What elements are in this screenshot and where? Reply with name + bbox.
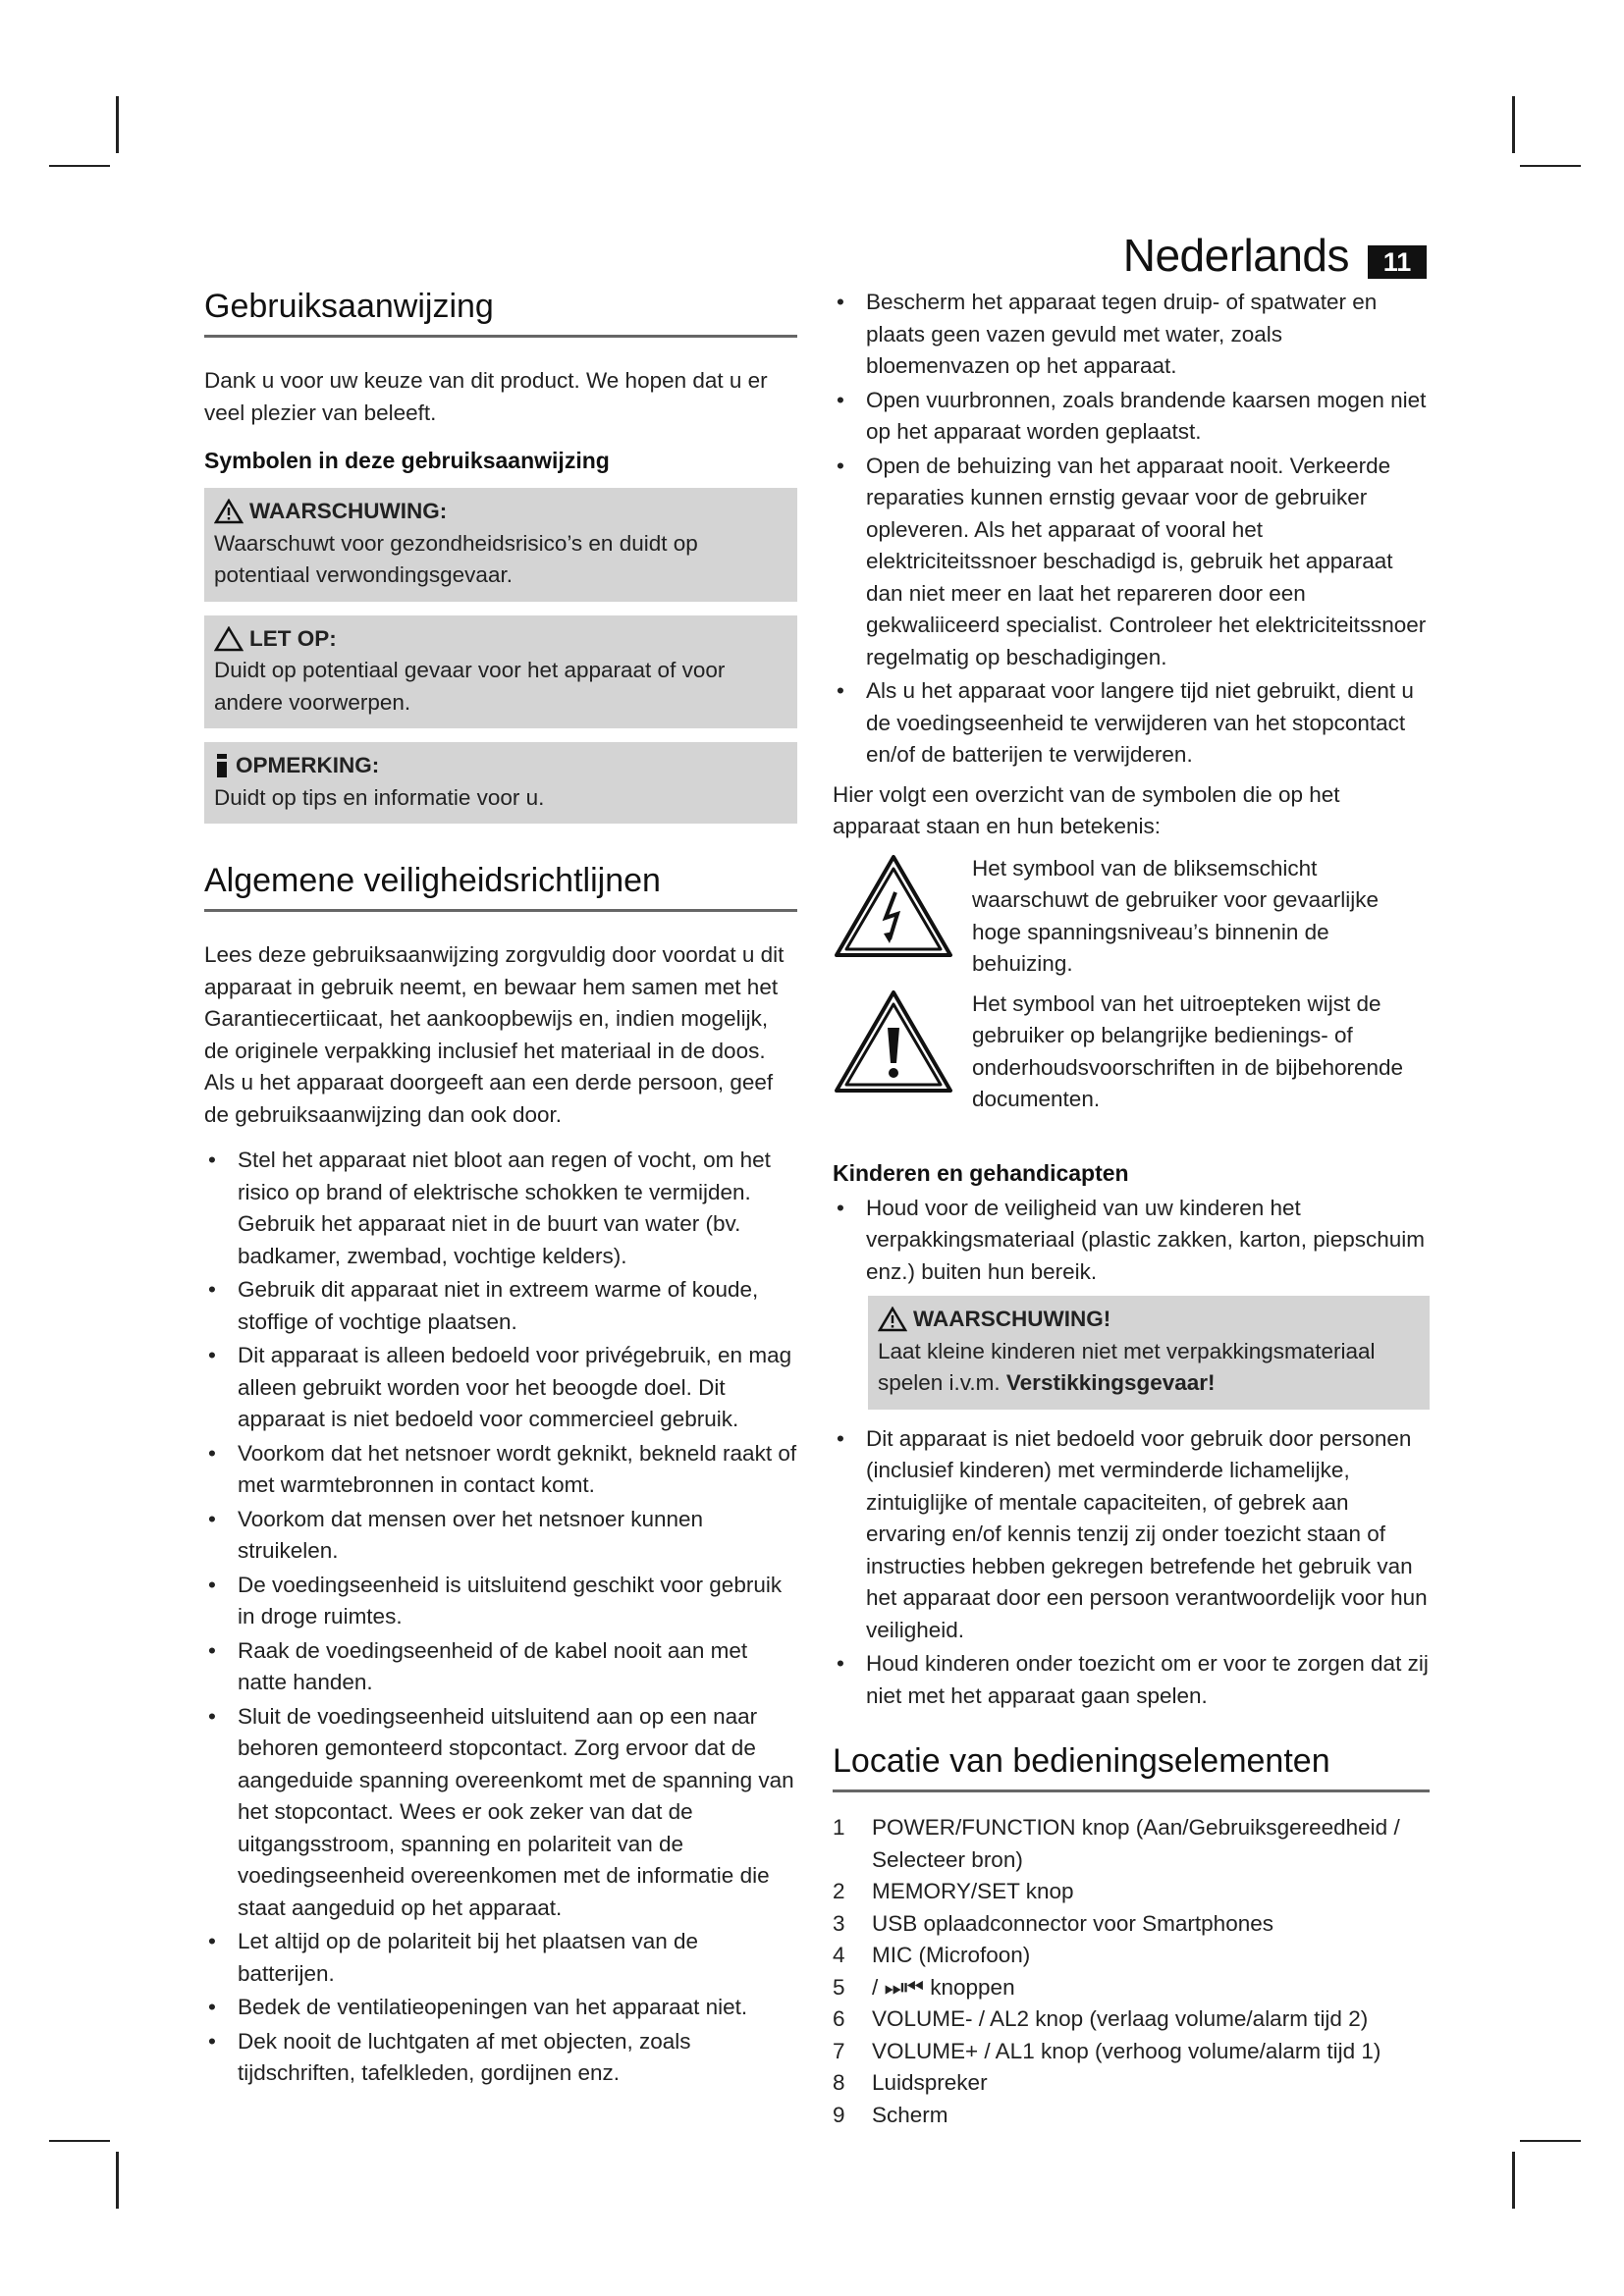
note-box — [204, 742, 797, 824]
safety-list — [204, 1145, 797, 2090]
list-item: • Raak de voedingseenheid of de kabel nooit aan met natte handen. — [204, 1635, 797, 1699]
section-title-controls: Locatie van bedieningselementen — [833, 1741, 1430, 1792]
language-header: Nederlands — [1122, 230, 1349, 281]
list-item: • Voorkom dat mensen over het netsnoer kunnen struikelen. — [204, 1504, 797, 1568]
warning-triangle-icon — [878, 1307, 907, 1332]
list-item: • Houd kinderen onder toezicht om er voor te zorgen dat zij niet met het apparaat gaan spelen. — [833, 1648, 1430, 1712]
list-item: 3 USB oplaadconnector voor Smartphones — [833, 1910, 1273, 1936]
list-item: 2 MEMORY/SET knop — [833, 1879, 1074, 1903]
child-warning-box — [868, 1296, 1430, 1410]
suffocation-warning: Verstikkingsgevaar! — [1005, 1370, 1216, 1395]
warning-box — [204, 488, 797, 602]
list-item: • Dit apparaat is niet bedoeld voor gebruik door personen (inclusief kinderen) met verminderde lichamelijke, zintuiglijke of mentale capaciteiten, of gebrek aan ervaring en/of kennis tenzij zij onder toezicht staan of instructies hebben gekregen betrefende het gebruik van het apparaat door een persoon verantwoordelijk voor hun veiligheid. — [833, 1423, 1430, 1647]
warning-title: WAARSCHUWING: — [249, 499, 448, 523]
children-list — [833, 1193, 1430, 1289]
crop-mark — [1520, 2140, 1581, 2142]
list-item: • Dek nooit de luchtgaten af met objecten, zoals tijdschriften, tafelkleden, gordijnen enz. — [204, 2026, 797, 2090]
list-item: • Houd voor de veiligheid van uw kinderen het verpakkingsmateriaal (plastic zakken, karton, piepschuim enz.) buiten hun bereik. — [833, 1193, 1430, 1289]
list-item: • Gebruik dit apparaat niet in extreem warme of koude, stoffige of vochtige plaatsen. — [204, 1274, 797, 1338]
lightning-symbol-text: Het symbool van de bliksemschicht waarschuwt de gebruiker voor gevaarlijke hoge spanningsniveau’s binnenin de behuizing. — [972, 855, 1379, 976]
list-item: • Stel het apparaat niet bloot aan regen of vocht, om het risico op brand of elektrische schokken te vermijden. Gebruik het apparaat niet in de buurt van water (bv. badkamer, zwembad, vochtige kelders). — [204, 1145, 797, 1272]
list-item: 1 POWER/FUNCTION knop (Aan/Gebruiksgereedheid / Selecteer bron) — [833, 1815, 1400, 1872]
list-item: • Bescherm het apparaat tegen druip- of spatwater en plaats geen vazen gevuld met water, zoals bloemenvazen op het apparaat. — [833, 287, 1430, 383]
left-column — [204, 287, 797, 2098]
crop-mark — [49, 165, 110, 167]
children-heading: Kinderen en gehandicapten — [833, 1159, 1129, 1186]
warning-triangle-icon — [214, 499, 244, 524]
crop-mark — [1512, 96, 1515, 153]
exclamation-symbol-text: Het symbool van het uitroepteken wijst de gebruiker op belangrijke bedienings- of onderhoudsvoorschriften in de bijbehorende documenten. — [972, 990, 1404, 1111]
list-item: • Open de behuizing van het apparaat nooit. Verkeerde reparaties kunnen ernstig gevaar voor de gebruiker opleveren. Als het apparaat of vooral het elektriciteitssnoer beschadigd is, gebruik het apparaat dan niet meer en laat het repareren door een gekwaliiceerd specialist. Controleer het elektriciteitssnoer regelmatig op beschadigingen. — [833, 451, 1430, 674]
symbols-intro: Hier volgt een overzicht van de symbolen die op het apparaat staan en hun betekenis: — [833, 781, 1340, 838]
list-item: 8 Luidspreker — [833, 2070, 988, 2095]
note-text: Duidt op tips en informatie voor u. — [214, 784, 545, 810]
list-item: • Dit apparaat is alleen bedoeld voor privégebruik, en mag alleen gebruikt worden voor het beoogde doel. Dit apparaat is niet bedoeld voor commercieel gebruik. — [204, 1340, 797, 1436]
list-item: • Als u het apparaat voor langere tijd niet gebruikt, dient u de voedingseenheid te verwijderen van het stopcontact en/of de batterijen te verwijderen. — [833, 675, 1430, 772]
caution-triangle-icon — [214, 626, 244, 652]
list-item: • Bedek de ventilatieopeningen van het apparaat niet. — [204, 1992, 797, 2024]
children-list-continued — [833, 1423, 1430, 1713]
lightning-warning-icon — [833, 853, 954, 959]
intro-text: Dank u voor uw keuze van dit product. We hopen dat u er veel plezier van beleeft. — [204, 368, 768, 425]
crop-mark — [1520, 165, 1581, 167]
safety-list-continued — [833, 287, 1430, 772]
crop-mark — [116, 2152, 119, 2209]
symbols-heading: Symbolen in deze gebruiksaanwijzing — [204, 448, 610, 473]
child-warning-text: Laat kleine kinderen niet met verpakkingsmateriaal spelen i.v.m. — [878, 1338, 1376, 1395]
exclamation-symbol-row — [833, 988, 1430, 1116]
list-item: 9 Scherm — [833, 2102, 948, 2127]
page-number: 11 — [1368, 245, 1427, 279]
info-icon — [214, 753, 230, 778]
section-title-instructions: Gebruiksaanwijzing — [204, 287, 797, 338]
caution-text: Duidt op potentiaal gevaar voor het apparaat of voor andere voorwerpen. — [214, 658, 726, 715]
section-title-safety: Algemene veiligheidsrichtlijnen — [204, 861, 797, 912]
note-title: OPMERKING: — [236, 753, 380, 777]
exclamation-warning-icon — [833, 988, 954, 1095]
list-item: 7 VOLUME+ / AL1 knop (verhoog volume/alarm tijd 1) — [833, 2038, 1381, 2063]
warning-text: Waarschuwt voor gezondheidsrisico’s en duidt op potentiaal verwondingsgevaar. — [214, 530, 698, 587]
child-warning-title: WAARSCHUWING! — [913, 1307, 1111, 1331]
crop-mark — [116, 96, 119, 153]
list-item: • Voorkom dat het netsnoer wordt geknikt, bekneld raakt of met warmtebronnen in contact komt. — [204, 1438, 797, 1502]
list-item: 4 MIC (Microfoon) — [833, 1943, 1031, 1967]
right-column — [833, 287, 1430, 2131]
list-item: 6 VOLUME- / AL2 knop (verlaag volume/alarm tijd 2) — [833, 2006, 1369, 2031]
caution-title: LET OP: — [249, 625, 337, 651]
list-item: • Let altijd op de polariteit bij het plaatsen van de batterijen. — [204, 1926, 797, 1990]
list-item: • Sluit de voedingseenheid uitsluitend aan op een naar behoren gemonteerd stopcontact. Zorg ervoor dat de aangeduide spanning overeenkomt met de spanning van het stopcontact. Wees er ook zeker van dat de uitgangsstroom, spanning en polariteit van de voedingseenheid overeenkomen met de informatie die staat aangeduid op het apparaat. — [204, 1701, 797, 1925]
list-item: 5 / ⏭⏮ knoppen — [833, 1974, 1015, 2000]
caution-box — [204, 615, 797, 729]
crop-mark — [1512, 2152, 1515, 2209]
safety-intro: Lees deze gebruiksaanwijzing zorgvuldig door voordat u dit apparaat in gebruik neemt, en bewaar hem samen met het Garantiecertiicaat, het aankoopbewijs en, indien mogelijk, de originele verpakking inclusief het materiaal in de doos. Als u het apparaat doorgeeft aan een derde persoon, geef de gebruiksaanwijzing dan ook door. — [204, 942, 785, 1127]
list-item: • De voedingseenheid is uitsluitend geschikt voor gebruik in droge ruimtes. — [204, 1570, 797, 1633]
controls-list — [833, 1812, 1430, 2131]
lightning-symbol-row — [833, 853, 1430, 981]
crop-mark — [49, 2140, 110, 2142]
list-item: • Open vuurbronnen, zoals brandende kaarsen mogen niet op het apparaat worden geplaatst. — [833, 385, 1430, 449]
